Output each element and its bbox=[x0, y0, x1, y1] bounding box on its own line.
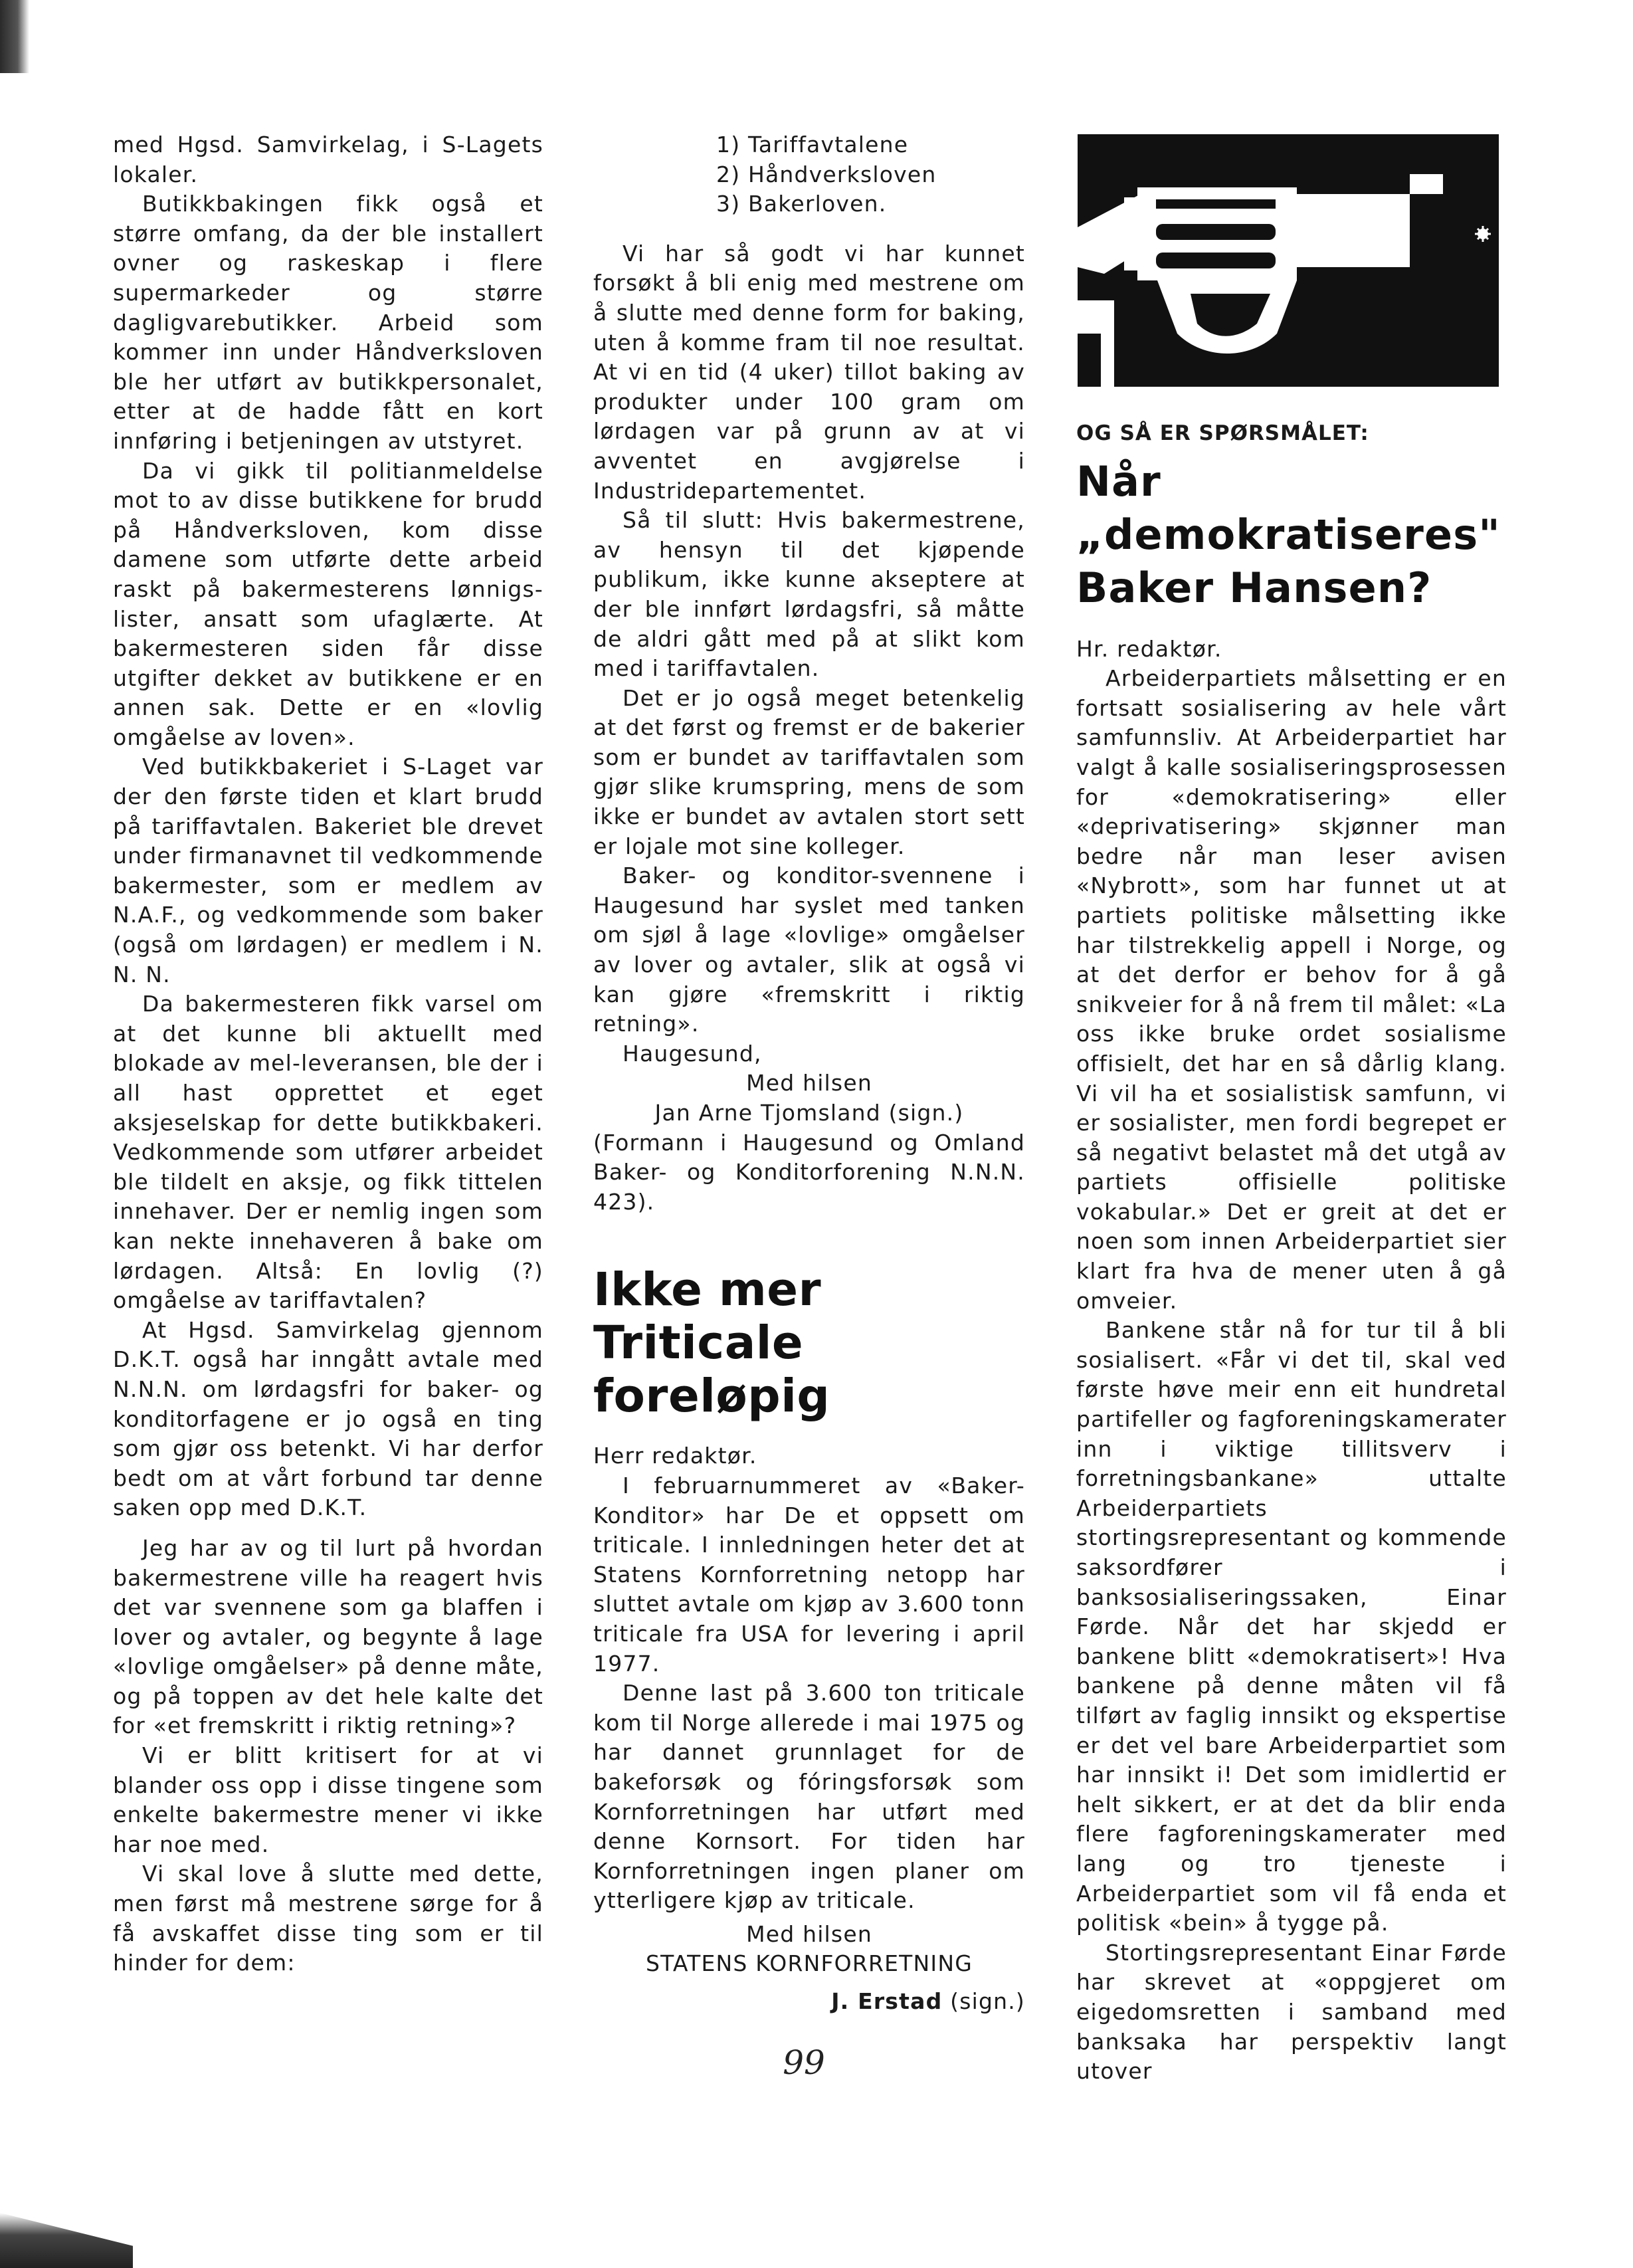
paragraph: Det er jo også meget betenkelig at det først og fremst er de bakerier som er bundet av tariffavtalen som gjør slike krumspring, mens de som ikke er bundet av avtalen stort sett er lojale mot sine kolleger. bbox=[593, 684, 1025, 859]
paragraph: Baker- og konditor-svennene i Haugesund har syslet med tanken om sjøl å lage «lovlige» omgåelser av lover og avtaler, slik at også vi kan gjøre «fremskritt i riktig retning». bbox=[593, 863, 1025, 1037]
list-item: 1) Tariffavtalene bbox=[716, 132, 909, 157]
paragraph: med Hgsd. Samvirkelag, i S-Lagets lokaler. bbox=[113, 132, 543, 187]
signoff-place: Haugesund, bbox=[623, 1040, 762, 1067]
signoff-greeting: Med hilsen bbox=[746, 1070, 872, 1096]
signer-name: J. Erstad bbox=[831, 1988, 943, 2015]
paragraph: Denne last på 3.600 ton triticale kom til Norge allerede i mai 1975 og har dannet grunnlaget for de bakeforsøk og fóringsforsøk som Kornforretningen har utført med denne Kornsort. For tiden har Kornforretningen ingen planer om ytterligere kjøp av triticale. bbox=[593, 1680, 1025, 1914]
paragraph: At Hgsd. Samvirkelag gjennom D.K.T. også har inngått avtale med N.N.N. om lørdagsfri for baker- og konditorfagene er jo også en ting som gjør oss betenkt. Vi har derfor bedt om at vårt forbund tar denne saken opp med D.K.T. bbox=[113, 1316, 543, 1521]
list-item: 3) Bakerloven. bbox=[716, 191, 887, 217]
paragraph: Vi har så godt vi har kunnet forsøkt å bli enig med mestrene om å slutte med denne form for baking, uten å komme fram til noe resultat. At vi en tid (4 uker) tillot baking av produkter under 100 gram om lørdagen var på grunn av at vi avventet en avgjørelse i Industridepartementet. bbox=[593, 240, 1025, 504]
page-number: 99 bbox=[783, 2043, 825, 2082]
right-column bbox=[1076, 419, 1507, 2087]
scan-shadow-bottom-left bbox=[0, 2213, 133, 2268]
paragraph: Jeg har av og til lurt på hvordan bakermestrene ville ha reagert hvis det var svennene som ga blaffen i lover og avtaler, og begynte å lage «lovlige omgåelser» på denne måte, og på toppen av det hele kalte det for «et fremskritt i riktig retning»? bbox=[113, 1534, 543, 1739]
stylized-figure-icon bbox=[1078, 134, 1499, 387]
paragraph: Da vi gikk til politianmeldelse mot to av disse butikkene for brudd på Håndverksloven, kom disse damene som utførte dette arbeid raskt på bakermesterens lønnigs-lister, ansatt som ufaglærte. At bakermesteren siden får disse utgifter dekket av butikkene er en annen sak. Dette er en «lovlig omgåelse av loven». bbox=[113, 457, 543, 750]
article-headline-baker-hansen: Når „demokratiseres" Baker Hansen? bbox=[1076, 457, 1501, 612]
baker-illustration bbox=[1078, 134, 1499, 387]
paragraph: I februarnummeret av «Baker-Konditor» har De et oppsett om triticale. I innledningen heter det at Statens Kornforretning netopp har sluttet avtale om kjøp av 3.600 tonn triticale fra USA for levering i april 1977. bbox=[593, 1472, 1025, 1677]
salutation: Herr redaktør. bbox=[593, 1443, 757, 1469]
paragraph: Arbeiderpartiets målsetting er en fortsatt sosialisering av hele vårt samfunnsliv. At Arbeiderpartiet har valgt å kalle sosialiseringsprosessen for «demokratisering» eller «deprivatisering» skjønner man bedre når man leser avisen «Nybrott», som har funnet ut at partiets politiske målsetting ikke har tilstrekkelig appell i Norge, og at det derfor er behov for å gå snikveier for å nå frem til målet: «La oss ikke bruke ordet sosialisme offisielt, det har en så dårlig klang. Vi vil ha et sosialistisk samfunn, vi er sosialister, men fordi begrepet er så negativt belastet må det utgå av partiets offisielle politiske vokabular.» Det er greit at det er noen som innen Arbeiderpartiet sier klart fra hva de mener uten å gå omveier. bbox=[1076, 665, 1507, 1314]
paragraph: Så til slutt: Hvis bakermestrene, av hensyn til det kjøpende publikum, ikke kunne akseptere at der ble innført lørdagsfri, så måtte de aldri gått med på at slikt kom med i tariffavtalen. bbox=[593, 507, 1025, 682]
scan-shadow-top-left bbox=[0, 0, 29, 73]
salutation: Hr. redaktør. bbox=[1076, 635, 1222, 662]
paragraph: Stortingsrepresentant Einar Førde har skrevet at «oppgjeret om eigedomsretten i samband med banksaka har perspektiv langt utover bbox=[1076, 1939, 1507, 2085]
article-kicker: OG SÅ ER SPØRSMÅLET: bbox=[1076, 421, 1369, 445]
paragraph: Da bakermesteren fikk varsel om at det kunne bli aktuellt med blokade av mel-leveransen, ble der i all hast opprettet et eget aksjeselskap for dette butikkbakeri. Vedkommende som utfører arbeidet ble tildelt en aksje, og fikk tittelen innehaver. Der er nemlig ingen som kan nekte innehaveren å bake om lørdagen. Altså: En lovlig (?) omgåelse av tariffavtalen? bbox=[113, 991, 543, 1314]
signoff-organization: STATENS KORNFORRETNING bbox=[645, 1950, 973, 1977]
article-headline-triticale: Ikke mer Triticale foreløpig bbox=[593, 1263, 830, 1423]
sign-suffix: (sign.) bbox=[950, 1988, 1025, 2015]
paragraph: Vi skal love å slutte med dette, men først må mestrene sørge for å få avskaffet disse ting som er til hinder for dem: bbox=[113, 1861, 543, 1976]
signoff-signature bbox=[593, 1987, 1025, 2017]
list-item: 2) Håndverksloven bbox=[716, 161, 937, 187]
paragraph: Ved butikkbakeriet i S-Laget var der den første tiden et klart brudd på tariffavtalen. Bakeriet ble drevet under firmanavnet til vedkommende bakermester, som er medlem av N.A.F., og vedkommende som baker (også om lørdagen) er medlem i N. N. N. bbox=[113, 754, 543, 987]
paragraph: Vi er blitt kritisert for at vi blander oss opp i disse tingene som enkelte bakermestre mener vi ikke har noe med. bbox=[113, 1742, 543, 1857]
paragraph: Butikkbakingen fikk også et større omfang, da der ble installert ovner og raskeskap i flere supermarkeder og større dagligvarebutikker. Arbeid som kommer inn under Håndverksloven ble her utført av butikkpersonalet, etter at de hadde fått en kort innføring i betjeningen av utstyret. bbox=[113, 191, 543, 454]
paragraph: Bankene står nå for tur til å bli sosialisert. «Får vi det til, skal ved første høve meir enn eit hundretal partifeller og fagforeningskamerater inn i viktige tillitsverv i forretningsbankane» uttalte Arbeiderpartiets stortingsrepresentant og kommende saksordfører i banksosialiseringssaken, Einar Førde. Når det har skjedd er bankene blitt «demokratisert»! Hva bankene på denne måten vil få tilført av faglig innsikt og ekspertise er det vel bare Arbeiderpartiet som har innsikt i! Det som imidlertid er helt sikkert, er at det da blir enda flere fagforeningskamerater med lang og tro tjeneste i Arbeiderpartiet som vil få enda et politisk «bein» å tygge på. bbox=[1076, 1317, 1507, 1936]
signoff-name: Jan Arne Tjomsland (sign.) bbox=[654, 1100, 964, 1126]
middle-column bbox=[593, 130, 1025, 2017]
signoff-title: (Formann i Haugesund og Omland Baker- og Konditorforening N.N.N. 423). bbox=[593, 1129, 1025, 1215]
signoff-greeting: Med hilsen bbox=[746, 1920, 872, 1947]
left-column bbox=[113, 130, 543, 1978]
